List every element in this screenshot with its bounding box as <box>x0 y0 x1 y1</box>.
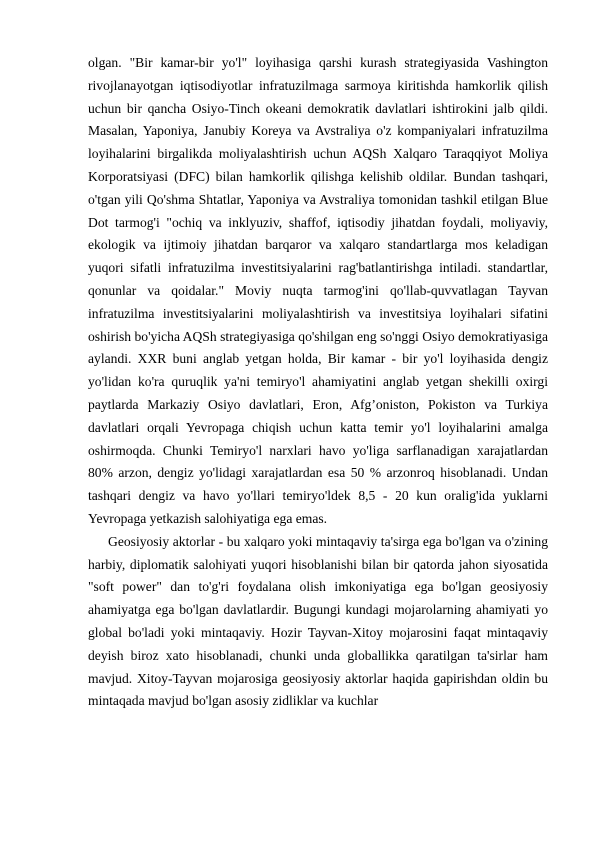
paragraph-geopolitical-actors: Geosiyosiy aktorlar - bu xalqaro yoki mintaqaviy ta'sirga ega bo'lgan va o'zining harbiy, diplomatik salohiyati yuqori hisoblanishi bilan bir qatorda jahon siyosatida "soft power" dan to'g'ri foydalana olish imkoniyatiga ega bo'lgan geosiyosiy ahamiyatga ega bo'lgan davlatlardir. Bugungi kundagi mojarolarning ahamiyati yo global bo'ladi yoki mintaqaviy. Hozir Tayvan-Xitoy mojarosini faqat mintaqaviy deyish biroz xato hisoblanadi, chunki unda globallikka qaratilgan ta'sirlar ham mavjud. Xitoy-Tayvan mojarosiga geosiyosiy aktorlar haqida gapirishdan oldin bu mintaqada mavjud bo'lgan asosiy zidliklar va kuchlar <box>88 533 548 709</box>
paragraph-continuation: olgan. "Bir kamar-bir yo'l" loyihasiga qarshi kurash strategiyasida Vashington rivojlanayotgan iqtisodiyotlar infratuzilmaga sarmoya kiritishda hamkorlik qilish uchun bir qancha Osiyo-Tinch okeani demokratik davlatlari ishtirokini jalb qildi. Masalan, Yaponiya, Janubiy Koreya va Avstraliya o'z kompaniyalari infratuzilma loyihalarini birgalikda moliyalashtirish uchun AQSh Xalqaro Taraqqiyot Moliya Korporatsiyasi (DFC) bilan hamkorlik qilishga kelishib oldilar. Bundan tashqari, o'tgan yili Qo'shma Shtatlar, Yaponiya va Avstraliya tomonidan tashkil etilgan Blue Dot tarmog'i "ochiq va inklyuziv, shaffof, iqtisodiy jihatdan foydali, moliyaviy, ekologik va ijtimoiy jihatdan barqaror va xalqaro standartlarga mos keladigan yuqori sifatli infratuzilma investitsiyalarini rag'batlantirishga intiladi. standartlar, qonunlar va qoidalar." Moviy nuqta tarmog'ini qo'llab-quvvatlagan Tayvan infratuzilma investitsiyalarini moliyalashtirish va investitsiya loyihalari sifatini oshirish bo'yicha AQSh strategiyasiga qo'shilgan eng so'nggi Osiyo demokratiyasiga aylandi. XXR buni anglab yetgan holda, Bir kamar - bir yo'l loyihasida dengiz yo'lidan ko'ra quruqlik ya'ni temiryo'l ahamiyatini anglab yetgan shekilli oxirgi paytlarda Markaziy Osiyo davlatlari, Eron, Afg’oniston, Pokiston va Turkiya davlatlari orqali Yevropaga chiqish uchun katta temir yo'l loyihalarini amalga oshirmoqda. Chunki Temiryo'l narxlari havo yo'liga sarflanadigan xarajatlardan 80% arzon, dengiz yo'lidagi xarajatlardan esa 50 % arzonroq hisoblanadi. Undan tashqari dengiz va havo yo'llari temiryo'ldek 8,5 - 20 kun oralig'ida yuklarni Yevropaga yetkazish salohiyatiga ega emas. <box>88 55 548 526</box>
document-page <box>88 52 548 713</box>
